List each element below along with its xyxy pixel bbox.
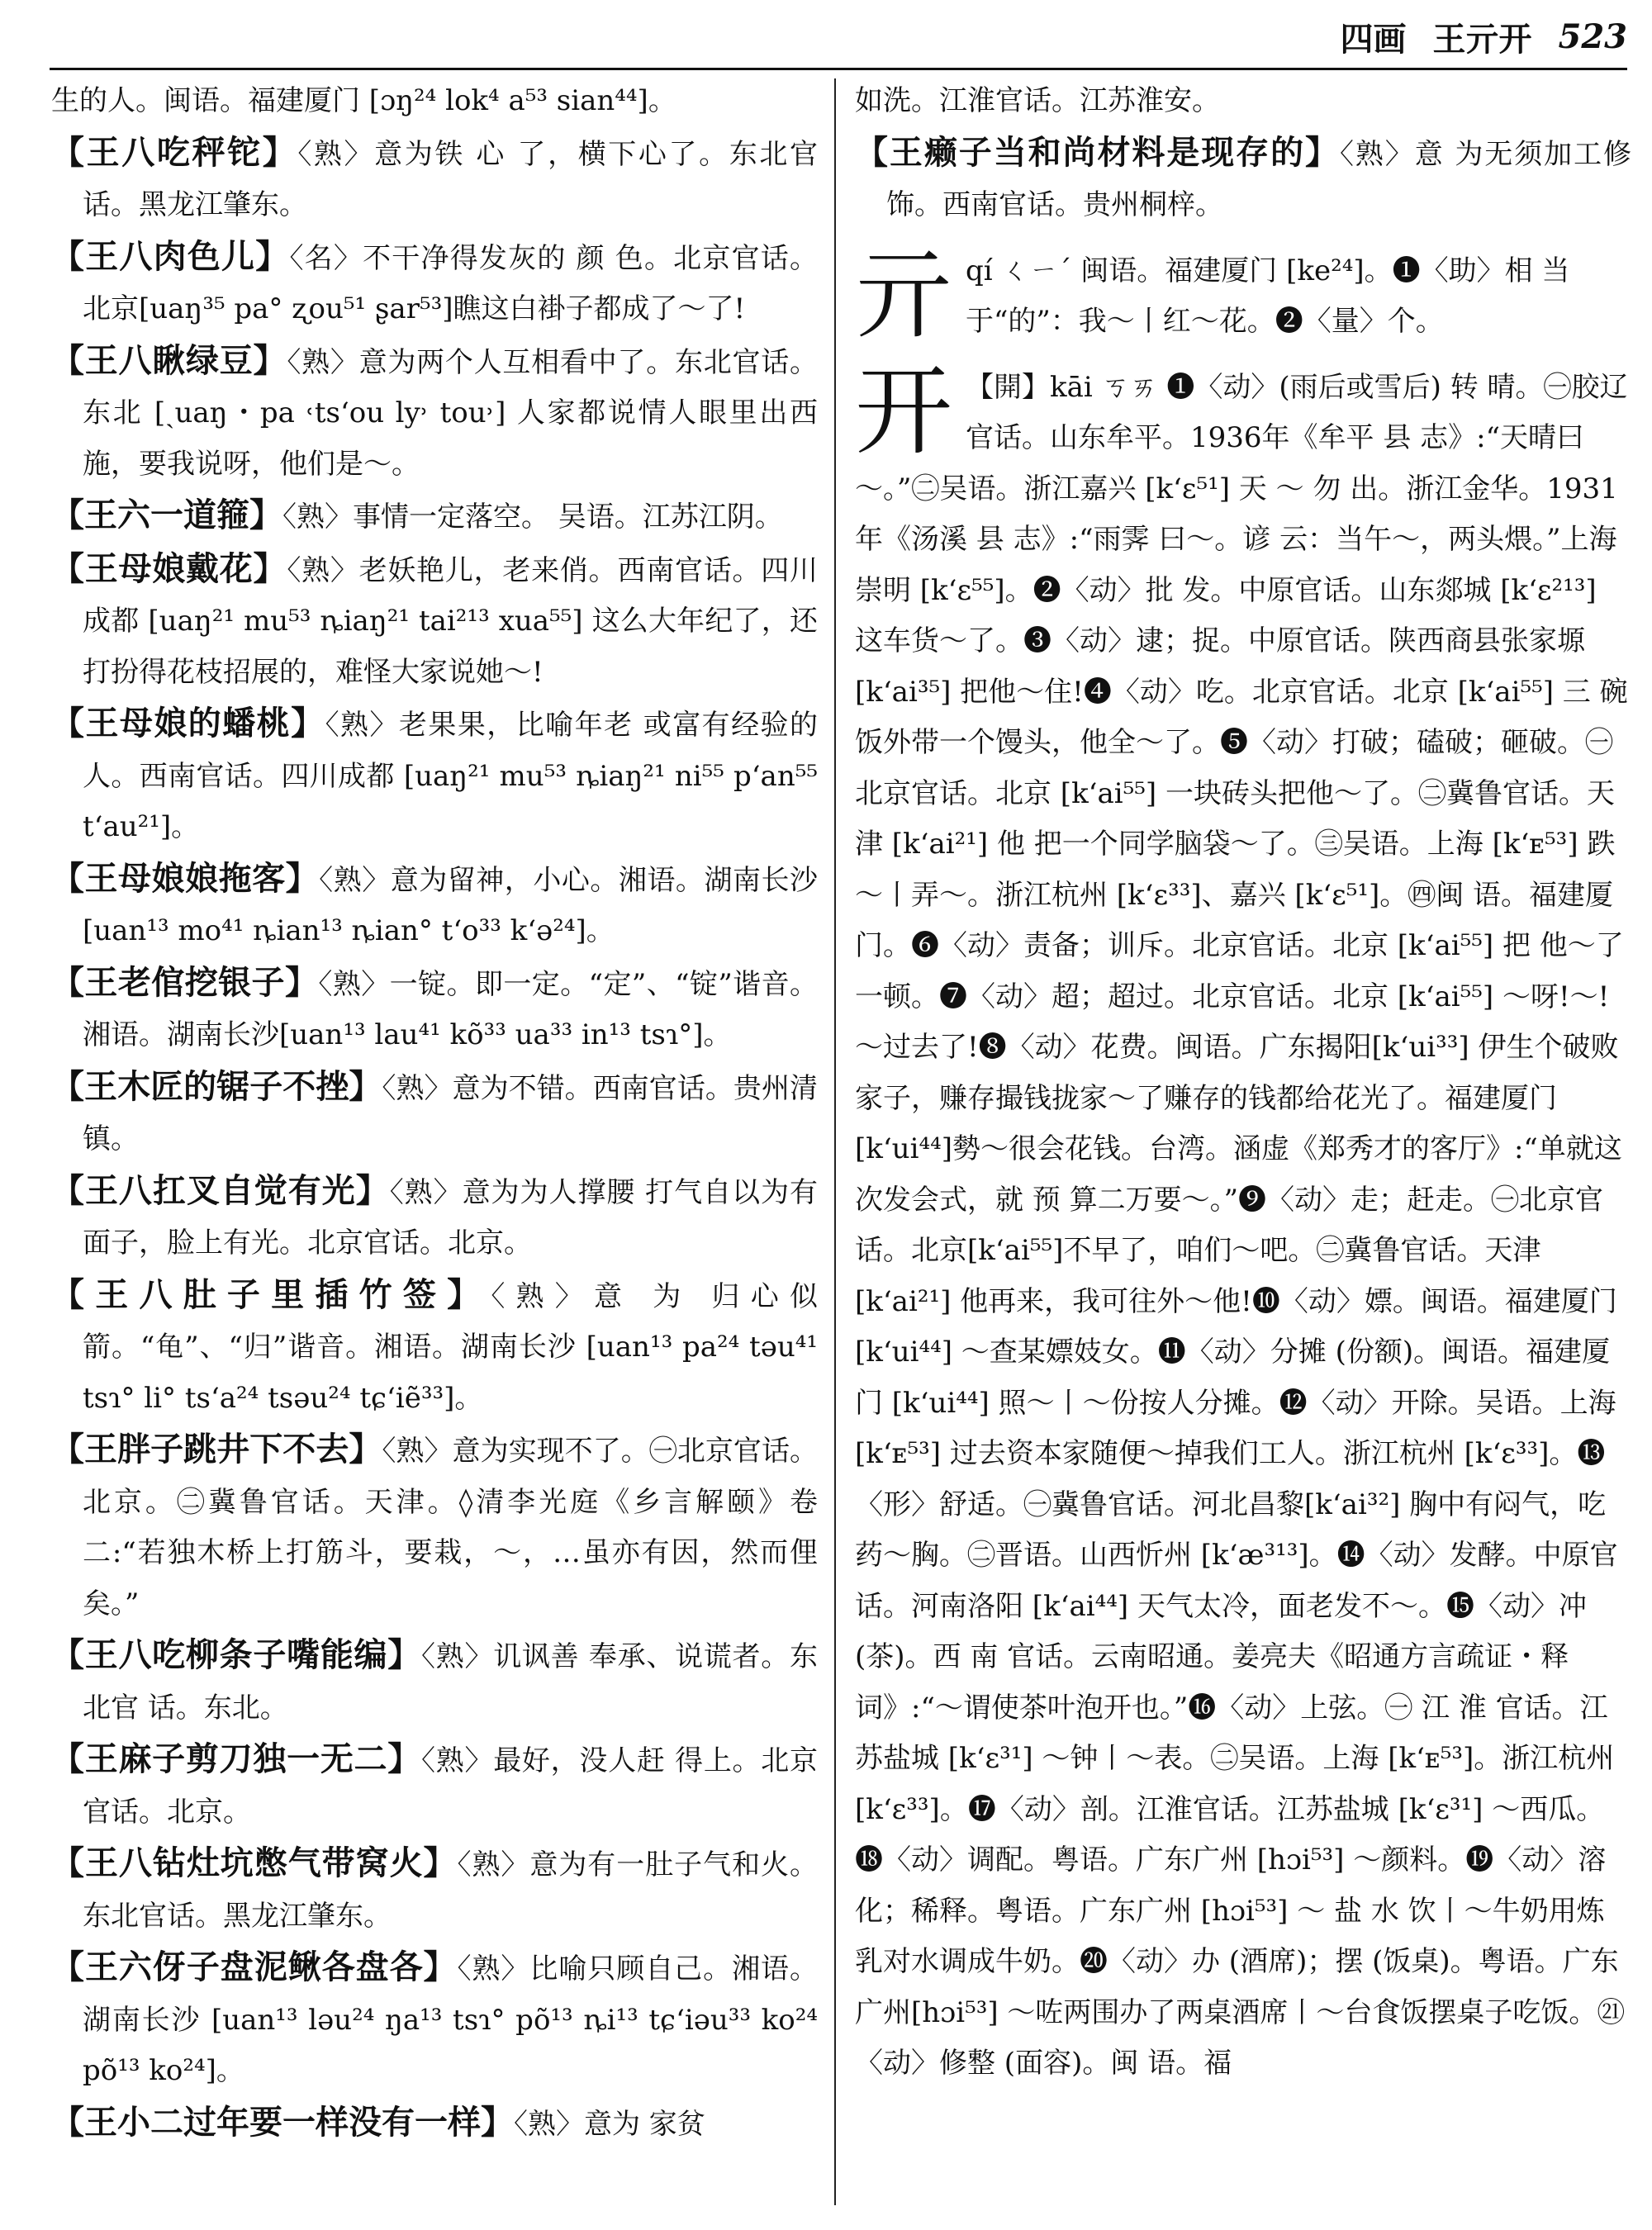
headword: 【王八钻灶坑憋气带窝火】 (51, 1843, 458, 1882)
headword: 【王麻子剪刀独一无二】 (51, 1739, 422, 1778)
dictionary-entry: 【王八瞅绿豆】〈熟〉意为两个人互相看中了。东北官话。东北 [ˏuaŋ・pa ˓ts‘ou ly˒ tou˒] 人家都说情人眼里出西施，要我说呀，他们是～。 (51, 340, 818, 481)
dictionary-entry: 【王癞子当和尚材料是现存的】〈熟〉意 为无须加工修饰。西南官话。贵州桐梓。 (855, 132, 1631, 221)
dictionary-entry: 【王六一道箍】〈熟〉事情一定落空。 吴语。江苏江阴。 (51, 496, 783, 534)
character-definition: qí ㄑㄧˊ 闽语。福建厦门 [ke²⁴]。❶〈助〉相 当于“的”：我～丨红～花。❷〈量〉个。 (966, 254, 1570, 338)
left-column (51, 76, 818, 2223)
dictionary-entry: 【王麻子剪刀独一无二】〈熟〉最好，没人赶 得上。北京官话。北京。 (51, 1739, 818, 1829)
headword: 【王八肚子里插竹签】 (51, 1274, 491, 1314)
dictionary-entry: 【王六伢子盘泥鳅各盘各】〈熟〉比喻只顾自己。湘语。湖南长沙 [uan¹³ ləu²⁴ ŋa¹³ tsɿ° põ¹³ ȵi¹³ tɕ‘iəu³³ ko²⁴ põ¹³ ko²⁴]。 (51, 1948, 818, 2087)
dictionary-entry: 【王母娘的蟠桃】〈熟〉老果果，比喻年老 或富有经验的人。西南官话。四川成都 [uaŋ²¹ mu⁵³ ȵiaŋ²¹ ni⁵⁵ p‘an⁵⁵ t‘au²¹]。 (51, 704, 818, 843)
character-entry-qi (855, 237, 1631, 352)
column-divider (834, 78, 836, 2205)
headword: 【王小二过年要一样没有一样】 (51, 2102, 514, 2142)
headword-character: 亓 (855, 237, 953, 352)
dictionary-entry: 【王八肉色儿】〈名〉不干净得发灰的 颜 色。北京官话。北京[uaŋ³⁵ pa° ʐou⁵¹ ʂar⁵³]瞧这白褂子都成了～了! (51, 236, 818, 325)
headword-character: 开 (855, 353, 953, 468)
header-section: 四画 (1340, 19, 1407, 59)
headword: 【王八瞅绿豆】 (51, 340, 287, 380)
headword: 【王八吃柳条子嘴能编】 (51, 1635, 422, 1674)
dictionary-entry: 【王胖子跳井下不去】〈熟〉意为实现不了。㊀北京官话。北京。㊁冀鲁官话。天津。◊清李光庭《乡言解颐》卷二:“若独木桥上打筋斗，要栽，～，…虽亦有因，然而俚矣。” (51, 1430, 818, 1620)
headword: 【王胖子跳井下不去】 (51, 1430, 382, 1468)
dictionary-entry: 【王八吃柳条子嘴能编】〈熟〉讥讽善 奉承、说谎者。东北官 话。东北。 (51, 1635, 818, 1725)
headword: 【王癞子当和尚材料是现存的】 (855, 132, 1340, 172)
headword: 【王八肉色儿】 (51, 236, 290, 276)
headword: 【王木匠的锯子不挫】 (51, 1066, 382, 1106)
entry-continuation: 如洗。江淮官话。江苏淮安。 (855, 84, 1220, 117)
header-chars: 王亓开 (1432, 19, 1532, 59)
dictionary-entry: 【王八肚子里插竹签】〈熟〉意 为 归心似箭。“龟”、“归”谐音。湘语。湖南长沙 [uan¹³ pa²⁴ təu⁴¹ tsɿ° li° ts‘a²⁴ tsəu²⁴ tɕ‘iẽ³³]。 (51, 1274, 818, 1415)
headword: 【王八扛叉自觉有光】 (51, 1170, 390, 1210)
headword: 【王六一道箍】 (51, 496, 282, 534)
running-header (1341, 12, 1628, 61)
character-definition: 【開】kāi ㄎㄞ ❶〈动〉(雨后或雪后) 转 晴。㊀胶辽官话。山东牟平。1936年《牟平 县 志》:“天晴曰～。”㊁吴语。浙江嘉兴 [k‘ɛ⁵¹] 天 ～ 勿 出。浙江金华。1931年《汤溪 县 志》:“雨霁 曰～。谚 云：当午～，两头煨。”上海崇明 [k‘ɛ⁵⁵]。❷〈动〉批 发。中原官话。山东郯城 [k‘ɛ²¹³] 这车货～了。❸〈动〉逮；捉。中原官话。陕西商县张家塬 [k‘ai³⁵] 把他～住!❹〈动〉吃。北京官话。北京 [k‘ai⁵⁵] 三 碗饭外带一个馒头，他全～了。❺〈动〉打破；磕破；砸破。㊀北京官话。北京 [k‘ai⁵⁵] 一块砖头把他～了。㊁冀鲁官话。天津 [k‘ai²¹] 他 把一个同学脑袋～了。㊂吴语。上海 [k‘ᴇ⁵³] 跌～丨弄～。浙江杭州 [k‘ɛ³³]、嘉兴 [k‘ɛ⁵¹]。㊃闽 语。福建厦门。❻〈动〉责备；训斥。北京官话。北京 [k‘ai⁵⁵] 把 他～了一顿。❼〈动〉超；超过。北京官话。北京 [k‘ai⁵⁵] ～呀!～!～过去了!❽〈动〉花费。闽语。广东揭阳[k‘ui³³] 伊生个破败家子，赚存撮钱拢家～了赚存的钱都给花光了。福建厦门[k‘ui⁴⁴]勢～很会花钱。台湾。涵虚《郑秀才的客厅》:“单就这次发会式，就 预 算二万要～。”❾〈动〉走；赶走。㊀北京官话。北京[k‘ai⁵⁵]不早了，咱们～吧。㊁冀鲁官话。天津[k‘ai²¹] 他再来，我可往外～他!❿〈动〉嫖。闽语。福建厦门 [k‘ui⁴⁴] ～查某嫖妓女。⓫〈动〉分摊 (份额)。闽语。福建厦门 [k‘ui⁴⁴] 照～丨～份按人分摊。⓬〈动〉开除。吴语。上海[k‘ᴇ⁵³] 过去资本家随便～掉我们工人。浙江杭州 [k‘ɛ³³]。⓭〈形〉舒适。㊀冀鲁官话。河北昌黎[k‘ai³²] 胸中有闷气，吃药～胸。㊁晋语。山西忻州 [k‘æ³¹³]。⓮〈动〉发酵。中原官话。河南洛阳 [k‘ai⁴⁴] 天气太冷，面老发不～。⓯〈动〉冲 (茶)。西 南 官话。云南昭通。姜亮夫《昭通方言疏证・释词》:“～谓使茶叶泡开也。”⓰〈动〉上弦。㊀ 江 淮 官话。江苏盐城 [k‘ɛ³¹] ～钟丨～表。㊁吴语。上海 [k‘ᴇ⁵³]。浙江杭州 [k‘ɛ³³]。⓱〈动〉剖。江淮官话。江苏盐城 [k‘ɛ³¹] ～西瓜。⓲〈动〉调配。粤语。广东广州 [hɔi⁵³] ～颜料。⓳〈动〉溶化；稀释。粤语。广东广州 [hɔi⁵³] ～ 盐 水 饮丨～牛奶用炼乳对水调成牛奶。⓴〈动〉办 (酒席)；摆 (饭桌)。粤语。广东广州[hɔi⁵³] ～咗两围办了两桌酒席丨～台食饭摆桌子吃饭。㉑〈动〉修整 (面容)。闽 语。福 (855, 370, 1628, 2080)
headword: 【王八吃秤铊】 (51, 132, 298, 172)
headword: 【王六伢子盘泥鳅各盘各】 (51, 1948, 458, 1986)
dictionary-entry: 【王老倌挖银子】〈熟〉一锭。即一定。“定”、“锭”谐音。湘语。湖南长沙[uan¹³ lau⁴¹ kõ³³ ua³³ in¹³ tsɿ°]。 (51, 962, 818, 1051)
entry-continuation: 生的人。闽语。福建厦门 [ɔŋ²⁴ lok⁴ a⁵³ sian⁴⁴]。 (51, 84, 676, 117)
dictionary-entry: 【王母娘娘拖客】〈熟〉意为留神，小心。湘语。湖南长沙[uan¹³ mo⁴¹ ȵian¹³ ȵian° t‘o³³ k‘ə²⁴]。 (51, 858, 818, 947)
dictionary-entry: 【王母娘戴花】〈熟〉老妖艳儿，老来俏。西南官话。四川成都 [uaŋ²¹ mu⁵³ ȵiaŋ²¹ tai²¹³ xua⁵⁵] 这么大年纪了，还打扮得花枝招展的，难怪大家说她～! (51, 548, 818, 689)
page-number: 523 (1558, 17, 1627, 56)
headword: 【王母娘的蟠桃】 (51, 704, 325, 743)
headword: 【王老倌挖银子】 (51, 962, 319, 1002)
headword: 【王母娘戴花】 (51, 548, 287, 588)
headword: 【王母娘娘拖客】 (51, 858, 320, 898)
dictionary-entry: 【王八吃秤铊】〈熟〉意为铁 心 了，横下心了。东北官话。黑龙江肇东。 (51, 132, 818, 221)
right-column (855, 76, 1631, 2223)
dictionary-entry: 【王小二过年要一样没有一样】〈熟〉意为 家贫 (51, 2102, 705, 2142)
header-rule (50, 68, 1627, 70)
character-entry-kai (855, 353, 1631, 2090)
dictionary-entry: 【王八钻灶坑憋气带窝火】〈熟〉意为有一肚子气和火。东北官话。黑龙江肇东。 (51, 1843, 818, 1933)
dictionary-entry: 【王木匠的锯子不挫】〈熟〉意为不错。西南官话。贵州清镇。 (51, 1066, 818, 1155)
dictionary-entry: 【王八扛叉自觉有光】〈熟〉意为为人撑腰 打气自以为有面子，脸上有光。北京官话。北京。 (51, 1170, 818, 1260)
